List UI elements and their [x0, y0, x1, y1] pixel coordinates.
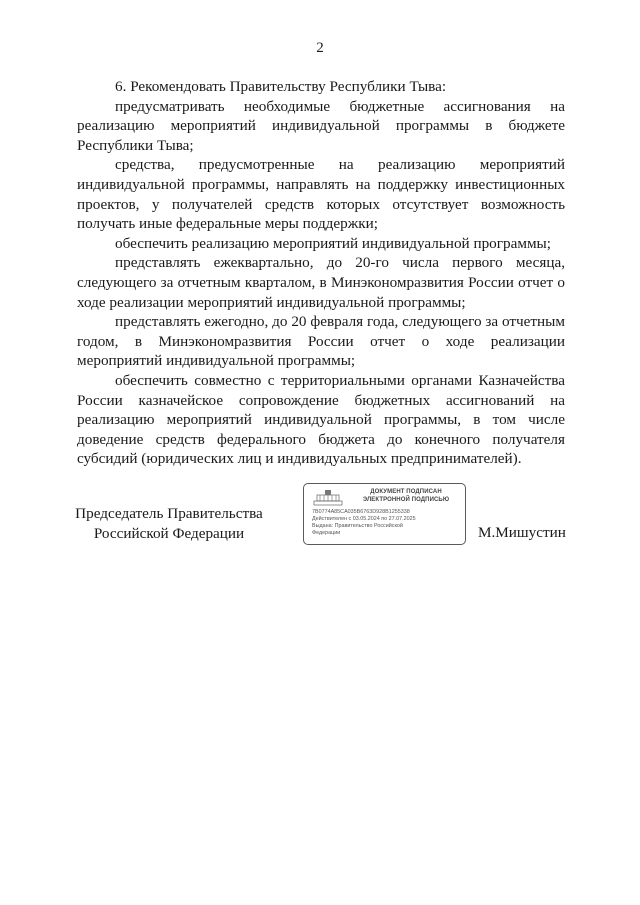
electronic-signature-stamp [303, 483, 466, 545]
stamp-heading-line2: ЭЛЕКТРОННОЙ ПОДПИСЬЮ [362, 496, 450, 503]
coat-of-arms-icon [313, 489, 343, 506]
signer-name: М.Мишустин [478, 524, 566, 541]
paragraph-quarterly-report: представлять ежеквартально, до 20-го числа первого месяца, следующего за отчетным кварталом, в Минэкономразвития России отчет о ходе реализации мероприятий индивидуальной программы; [77, 254, 565, 311]
signer-title-line2: Российской Федерации [93, 524, 245, 542]
signer-title-line1: Председатель Правительства [75, 505, 263, 522]
stamp-issuer-line1: Выдана: Правительство Российской [312, 523, 403, 529]
paragraph-annual-report: представлять ежегодно, до 20 февраля года, следующего за отчетным годом, в Минэкономразвития России отчет о ходе реализации мероприятий индивидуальной программы; [77, 313, 565, 370]
stamp-certificate-number: 7B0774A85CA035B6763D928B1255338 [312, 509, 410, 515]
stamp-heading [350, 489, 462, 504]
decree-body [77, 77, 565, 469]
paragraph-recommendation-heading: 6. Рекомендовать Правительству Республики Тыва: [115, 78, 447, 95]
paragraph-funds-direction: средства, предусмотренные на реализацию мероприятий индивидуальной программы, направлять на поддержку инвестиционных проектов, у получателей средств которых отсутствует возможность получать иные федеральные меры поддержки; [77, 156, 565, 233]
paragraph-ensure-implementation: обеспечить реализацию мероприятий индивидуальной программы; [115, 234, 551, 252]
paragraph-budget-allocation: предусматривать необходимые бюджетные ассигнования на реализацию мероприятий индивидуальной программы в бюджете Республики Тыва; [77, 97, 565, 154]
paragraph-treasury-support: обеспечить совместно с территориальными органами Казначейства России казначейское сопровождение бюджетных ассигнований на реализацию мероприятий индивидуальной программы, в том числе доведение средств федерального бюджета до конечного получателя субсидий (юридических лиц и индивидуальных предпринимателей). [77, 371, 565, 468]
stamp-validity: Действителен с 03.05.2024 по 27.07.2025 [312, 516, 416, 522]
signature-block [0, 483, 640, 553]
stamp-issuer-line2: Федерации [312, 530, 341, 536]
signer-title [74, 504, 264, 543]
stamp-heading-line1: ДОКУМЕНТ ПОДПИСАН [370, 489, 442, 495]
stamp-details [312, 509, 462, 537]
page-number: 2 [316, 40, 324, 56]
